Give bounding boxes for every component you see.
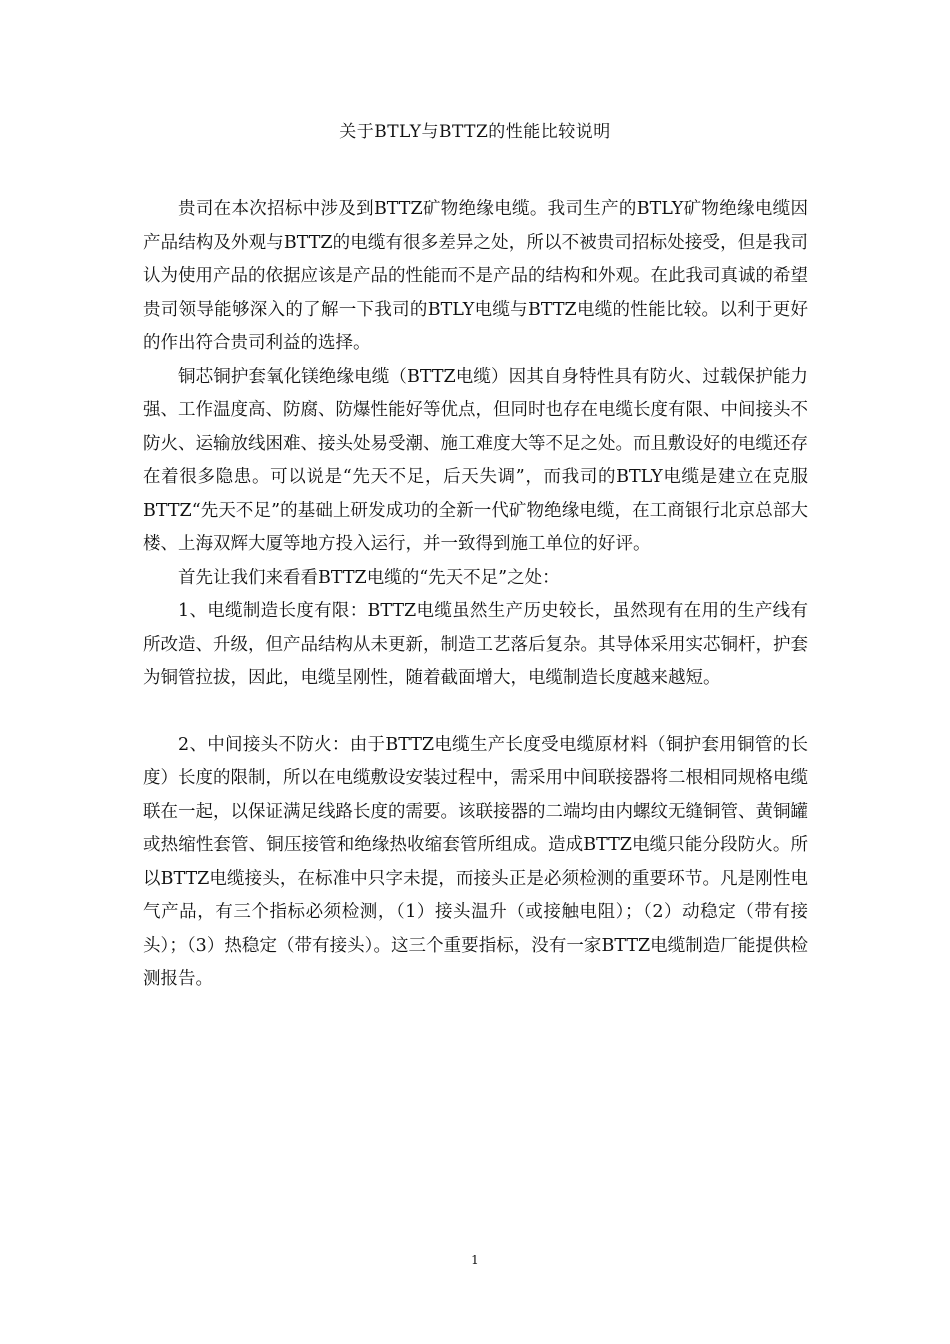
paragraph-shortcomings-lead: 首先让我们来看看BTTZ电缆的“先天不足”之处： [178, 567, 560, 588]
document-body [143, 193, 808, 997]
document-title: 关于BTLY与BTTZ的性能比较说明 [339, 122, 611, 142]
paragraph-intro: 贵司在本次招标中涉及到BTTZ矿物绝缘电缆。我司生产的BTLY矿物绝缘电缆因产品结构及外观与BTTZ的电缆有很多差异之处，所以不被贵司招标处接受，但是我司认为使用产品的依据应该是产品的性能而不是产品的结构和外观。在此我司真诚的希望贵司领导能够深入的了解一下我司的BTLY电缆与BTTZ电缆的性能比较。以利于更好的作出符合贵司利益的选择。 [143, 199, 808, 353]
paragraph-point-2: 2、中间接头不防火：由于BTTZ电缆生产长度受电缆原材料（铜护套用铜管的长度）长度的限制，所以在电缆敷设安装过程中，需采用中间联接器将二根相同规格电缆联在一起，以保证满足线路长度的需要。该联接器的二端均由内螺纹无缝铜管、黄铜罐或热缩性套管、铜压接管和绝缘热收缩套管所组成。造成BTTZ电缆只能分段防火。所以BTTZ电缆接头，在标准中只字未提，而接头正是必须检测的重要环节。凡是刚性电气产品，有三个指标必须检测，（1）接头温升（或接触电阻）；（2）动稳定（带有接头）；（3）热稳定（带有接头）。这三个重要指标，没有一家BTTZ电缆制造厂能提供检测报告。 [143, 734, 808, 989]
paragraph-point-1: 1、电缆制造长度有限：BTTZ电缆虽然生产历史较长，虽然现有在用的生产线有所改造、升级，但产品结构从未更新，制造工艺落后复杂。其导体采用实芯铜杆，护套为铜管拉拔，因此，电缆呈刚性，随着截面增大，电缆制造长度越来越短。 [143, 601, 808, 688]
page-number: 1 [471, 1253, 479, 1267]
paragraph-bttz-overview: 铜芯铜护套氧化镁绝缘电缆（BTTZ电缆）因其自身特性具有防火、过载保护能力强、工作温度高、防腐、防爆性能好等优点，但同时也存在电缆长度有限、中间接头不防火、运输放线困难、接头处易受潮、施工难度大等不足之处。而且敷设好的电缆还存在着很多隐患。可以说是“先天不足，后天失调”，而我司的BTLY电缆是建立在克服BTTZ“先天不足”的基础上研发成功的全新一代矿物绝缘电缆，在工商银行北京总部大楼、上海双辉大厦等地方投入运行，并一致得到施工单位的好评。 [143, 366, 808, 554]
